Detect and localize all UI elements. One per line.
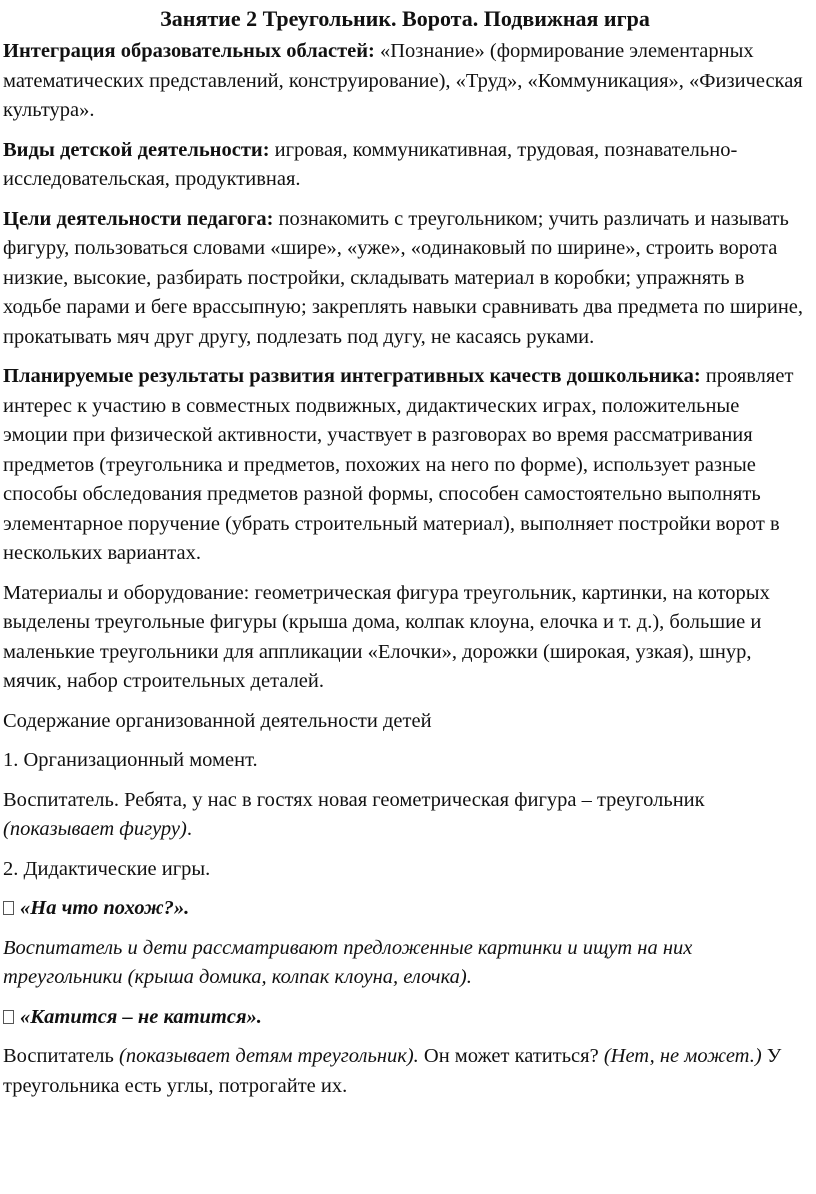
missing-glyph-box-icon: [3, 1010, 14, 1024]
game-1-description-text: Воспитатель и дети рассматривают предложенные картинки и ищут на них треугольники (крыша домика, колпак клоуна, елочка).: [3, 936, 693, 988]
game-2-heading: [3, 1003, 807, 1033]
goals-paragraph: [3, 205, 807, 353]
activities-paragraph: [3, 136, 807, 195]
game-1-title: «На что похож?».: [20, 897, 190, 919]
results-text: проявляет интерес к участию в совместных подвижных, дидактических играх, положительные эмоции при физической активности, участвует в разговорах во время рассматривания предметов (треугольника и предметов, похожих на него по форме), использует разные способы обследования предметов разной формы, способен самостоятельно выполнять элементарное поручение (убрать строительный материал), выполняет постройки ворот в нескольких вариантах.: [3, 365, 794, 564]
game-1-description: [3, 934, 807, 993]
teacher-line-2-answer: (Нет, не может.): [603, 1045, 762, 1067]
step-2: 2. Дидактические игры.: [3, 857, 211, 880]
integration-paragraph: [3, 37, 807, 126]
missing-glyph-box-icon: [3, 901, 14, 915]
content-heading: Содержание организованной деятельности детей: [3, 709, 432, 732]
teacher-line-1-text: Воспитатель. Ребята, у нас в гостях новая геометрическая фигура – треугольник: [3, 788, 705, 811]
game-2-title: «Катится – не катится».: [20, 1005, 262, 1028]
results-paragraph: [3, 362, 807, 569]
teacher-line-2-remark: (показывает детям треугольник).: [119, 1045, 419, 1067]
integration-text: «Познание» (формирование элементарных математических представлений, конструирование), «Труд», «Коммуникация», «Физическая культура».: [3, 40, 803, 121]
teacher-line-2-a: Воспитатель: [3, 1045, 120, 1067]
game-1-heading: [3, 894, 807, 924]
results-label: Планируемые результаты развития интегративных качеств дошкольника:: [3, 365, 701, 387]
goals-label: Цели деятельности педагога:: [3, 207, 274, 230]
teacher-line-1-end: .: [186, 818, 192, 840]
page-title: Занятие 2 Треугольник. Ворота. Подвижная игра: [160, 6, 650, 31]
activities-text: игровая, коммуникативная, трудовая, познавательно-исследовательская, продуктивная.: [3, 138, 738, 190]
activities-label: Виды детской деятельности:: [3, 138, 270, 161]
goals-text: познакомить с треугольником; учить различать и называть фигуру, пользоваться словами «шире», «уже», «одинаковый по ширине», строить ворота низкие, высокие, разбирать постройки, складывать материал в коробки; упражнять в ходьбе парами и беге врассыпную; закреплять навыки сравнивать два предмета по ширине, прокатывать мяч друг другу, подлезать под дугу, не касаясь руками.: [3, 207, 804, 348]
teacher-line-2-question: Он может катиться?: [418, 1045, 604, 1067]
teacher-line-1-remark: (показывает фигуру): [3, 818, 187, 840]
step-1: 1. Организационный момент.: [3, 749, 258, 771]
teacher-line-2-end: У треугольника есть углы, потрогайте их.: [3, 1045, 782, 1097]
materials-paragraph: Материалы и оборудование: геометрическая фигура треугольник, картинки, на которых выделены треугольные фигуры (крыша дома, колпак клоуна, елочка и т. д.), большие и маленькие треугольники для аппликации «Елочки», дорожки (широкая, узкая), шнур, мячик, набор строительных деталей.: [3, 581, 770, 692]
teacher-line-1: [3, 786, 807, 845]
integration-label: Интеграция образовательных областей:: [3, 40, 375, 62]
teacher-line-2: [3, 1042, 807, 1101]
